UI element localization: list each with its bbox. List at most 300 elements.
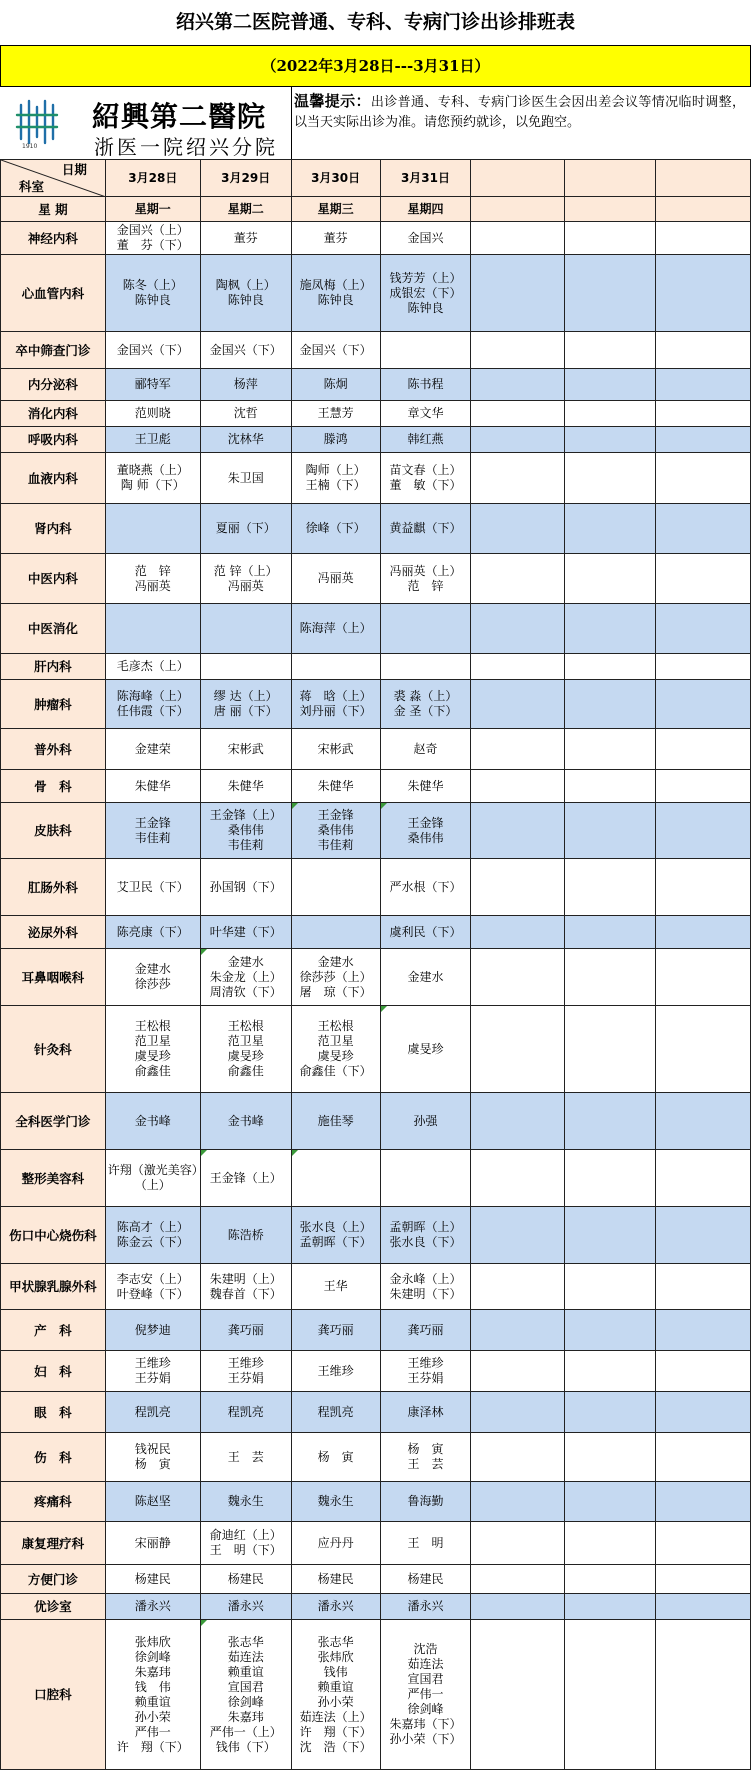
- doctor-cell: 王金锋（上）: [200, 1150, 291, 1207]
- weekday-header: [565, 197, 656, 222]
- weekday-header: 星期二: [200, 197, 291, 222]
- empty-cell: [656, 1150, 751, 1207]
- schedule-row: [1, 1565, 751, 1594]
- empty-cell: [471, 1207, 565, 1264]
- doctor-cell: 应丹丹: [291, 1522, 380, 1565]
- empty-cell: [565, 1594, 656, 1620]
- empty-cell: [656, 1351, 751, 1392]
- doctor-cell: [291, 916, 380, 949]
- doctor-cell: 范则晓: [105, 401, 200, 427]
- empty-cell: [471, 680, 565, 729]
- empty-cell: [656, 1482, 751, 1522]
- empty-cell: [565, 1565, 656, 1594]
- empty-cell: [656, 255, 751, 332]
- empty-cell: [656, 1433, 751, 1482]
- date-header: 3月31日: [380, 160, 471, 197]
- corner-dept-label: 科室: [19, 179, 45, 194]
- doctor-cell: 康泽林: [380, 1392, 471, 1433]
- schedule-row: [1, 604, 751, 654]
- doctor-cell: 金国兴（下）: [291, 332, 380, 369]
- empty-cell: [656, 1522, 751, 1565]
- empty-cell: [471, 427, 565, 453]
- department-name: 甲状腺乳腺外科: [1, 1264, 106, 1310]
- hospital-logo: [0, 87, 292, 159]
- doctor-cell: [105, 604, 200, 654]
- empty-cell: [471, 453, 565, 504]
- doctor-cell: 金国兴（下）: [105, 332, 200, 369]
- department-name: 眼 科: [1, 1392, 106, 1433]
- department-name: 妇 科: [1, 1351, 106, 1392]
- doctor-cell: 李志安（上） 叶登峰（下）: [105, 1264, 200, 1310]
- empty-cell: [565, 1150, 656, 1207]
- doctor-cell: 金书峰: [105, 1093, 200, 1150]
- doctor-cell: 张志华 张炜欣 钱伟 赖重谊 孙小荣 茹连法（上） 许 翔（下） 沈 浩（下）: [291, 1620, 380, 1770]
- department-name: 心血管内科: [1, 255, 106, 332]
- hospital-emblem-icon: [15, 99, 59, 147]
- doctor-cell: 董芬: [200, 222, 291, 255]
- logo-subtitle: 浙医一院绍兴分院: [94, 135, 278, 159]
- department-name: 产 科: [1, 1310, 106, 1351]
- empty-cell: [656, 1594, 751, 1620]
- date-range: （2022年3月28日---3月31日）: [0, 45, 751, 87]
- doctor-cell: 宋丽静: [105, 1522, 200, 1565]
- doctor-cell: 陈书程: [380, 369, 471, 401]
- empty-cell: [471, 1093, 565, 1150]
- doctor-cell: 金国兴（下）: [200, 332, 291, 369]
- comment-marker-icon: [292, 1150, 298, 1156]
- doctor-cell: 张水良（上） 孟朝晖（下）: [291, 1207, 380, 1264]
- empty-cell: [565, 369, 656, 401]
- doctor-cell: 许翔（激光美容）（上）: [105, 1150, 200, 1207]
- empty-cell: [471, 1482, 565, 1522]
- department-name: 肿瘤科: [1, 680, 106, 729]
- doctor-cell: 金建水 徐莎莎（上） 屠 琼（下）: [291, 949, 380, 1006]
- department-name: 普外科: [1, 729, 106, 770]
- doctor-cell: 俞迪红（上） 王 明（下）: [200, 1522, 291, 1565]
- empty-cell: [565, 803, 656, 859]
- schedule-row: [1, 453, 751, 504]
- doctor-cell: 苗文春（上） 董 敏（下）: [380, 453, 471, 504]
- department-name: 全科医学门诊: [1, 1093, 106, 1150]
- schedule-row: [1, 729, 751, 770]
- empty-cell: [565, 1351, 656, 1392]
- department-name: 中医内科: [1, 554, 106, 604]
- schedule-row: [1, 222, 751, 255]
- empty-cell: [565, 604, 656, 654]
- doctor-cell: 裘 淼（上） 金 圣（下）: [380, 680, 471, 729]
- empty-cell: [656, 369, 751, 401]
- department-name: 伤口中心烧伤科: [1, 1207, 106, 1264]
- date-header: [565, 160, 656, 197]
- empty-cell: [565, 554, 656, 604]
- doctor-cell: [291, 654, 380, 680]
- department-name: 肝内科: [1, 654, 106, 680]
- empty-cell: [471, 1392, 565, 1433]
- logo-year: 1910: [22, 143, 38, 150]
- doctor-cell: 龚巧丽: [291, 1310, 380, 1351]
- schedule-row: [1, 1207, 751, 1264]
- doctor-cell: 虞利民（下）: [380, 916, 471, 949]
- logo-name: 紹興第二醫院: [92, 100, 267, 133]
- schedule-row: [1, 1351, 751, 1392]
- corner-date-label: 日期: [61, 162, 87, 177]
- schedule-row: [1, 803, 751, 859]
- department-name: 泌尿外科: [1, 916, 106, 949]
- doctor-cell: 王慧芳: [291, 401, 380, 427]
- department-name: 骨 科: [1, 770, 106, 803]
- doctor-cell: 徐峰（下）: [291, 504, 380, 554]
- date-header: [471, 160, 565, 197]
- empty-cell: [565, 332, 656, 369]
- empty-cell: [656, 803, 751, 859]
- doctor-cell: 张炜欣 徐剑峰 朱嘉玮 钱 伟 赖重谊 孙小荣 严伟一 许 翔（下）: [105, 1620, 200, 1770]
- department-name: 肾内科: [1, 504, 106, 554]
- doctor-cell: 王金锋（上） 桑伟伟 韦佳莉: [200, 803, 291, 859]
- doctor-cell: 王金锋 韦佳莉: [105, 803, 200, 859]
- doctor-cell: 陶枫（上） 陈钟良: [200, 255, 291, 332]
- empty-cell: [471, 916, 565, 949]
- comment-marker-icon: [201, 1150, 207, 1156]
- schedule-row: [1, 1392, 751, 1433]
- doctor-cell: 朱健华: [380, 770, 471, 803]
- doctor-cell: 陈赵坚: [105, 1482, 200, 1522]
- empty-cell: [565, 255, 656, 332]
- doctor-cell: 赵奇: [380, 729, 471, 770]
- doctor-cell: 杨萍: [200, 369, 291, 401]
- empty-cell: [471, 1150, 565, 1207]
- empty-cell: [471, 401, 565, 427]
- doctor-cell: 鲁海勤: [380, 1482, 471, 1522]
- doctor-cell: 郦特军: [105, 369, 200, 401]
- empty-cell: [565, 1310, 656, 1351]
- empty-cell: [565, 1006, 656, 1093]
- department-name: 血液内科: [1, 453, 106, 504]
- schedule-row: [1, 654, 751, 680]
- doctor-cell: 杨建民: [291, 1565, 380, 1594]
- notice-label: 温馨提示：: [294, 92, 371, 110]
- empty-cell: [471, 604, 565, 654]
- doctor-cell: 施凤梅（上） 陈钟良: [291, 255, 380, 332]
- doctor-cell: [200, 654, 291, 680]
- date-header: [656, 160, 751, 197]
- department-name: 中医消化: [1, 604, 106, 654]
- schedule-row: [1, 427, 751, 453]
- schedule-row: [1, 770, 751, 803]
- doctor-cell: 龚巧丽: [380, 1310, 471, 1351]
- department-name: 呼吸内科: [1, 427, 106, 453]
- empty-cell: [656, 680, 751, 729]
- department-name: 康复理疗科: [1, 1522, 106, 1565]
- empty-cell: [471, 859, 565, 916]
- comment-marker-icon: [381, 1006, 387, 1012]
- weekday-header: 星期三: [291, 197, 380, 222]
- schedule-row: [1, 1264, 751, 1310]
- doctor-cell: 王卫彪: [105, 427, 200, 453]
- doctor-cell: 王维珍 王芬娟: [200, 1351, 291, 1392]
- doctor-cell: 金建水: [380, 949, 471, 1006]
- doctor-cell: 钱芳芳（上） 成银宏（下） 陈钟良: [380, 255, 471, 332]
- doctor-cell: 潘永兴: [105, 1594, 200, 1620]
- schedule-row: [1, 1150, 751, 1207]
- empty-cell: [471, 1620, 565, 1770]
- doctor-cell: 陈高才（上） 陈金云（下）: [105, 1207, 200, 1264]
- empty-cell: [471, 1310, 565, 1351]
- empty-cell: [656, 859, 751, 916]
- comment-marker-icon: [292, 803, 298, 809]
- department-name: 消化内科: [1, 401, 106, 427]
- weekday-header: [471, 197, 565, 222]
- doctor-cell: 王华: [291, 1264, 380, 1310]
- doctor-cell: 严水根（下）: [380, 859, 471, 916]
- empty-cell: [656, 401, 751, 427]
- department-name: 整形美容科: [1, 1150, 106, 1207]
- empty-cell: [656, 427, 751, 453]
- doctor-cell: 宋彬武: [200, 729, 291, 770]
- doctor-cell: 金国兴: [380, 222, 471, 255]
- department-name: 方便门诊: [1, 1565, 106, 1594]
- empty-cell: [565, 916, 656, 949]
- doctor-cell: 潘永兴: [380, 1594, 471, 1620]
- empty-cell: [656, 1565, 751, 1594]
- doctor-cell: 董芬: [291, 222, 380, 255]
- doctor-cell: 范 锌 冯丽英: [105, 554, 200, 604]
- page-title: 绍兴第二医院普通、专科、专病门诊出诊排班表: [175, 11, 575, 33]
- empty-cell: [656, 1264, 751, 1310]
- schedule-row: [1, 680, 751, 729]
- doctor-cell: 滕鸿: [291, 427, 380, 453]
- doctor-cell: 陈冬（上） 陈钟良: [105, 255, 200, 332]
- date-header: 3月29日: [200, 160, 291, 197]
- empty-cell: [565, 949, 656, 1006]
- doctor-cell: 陈亮康（下）: [105, 916, 200, 949]
- doctor-cell: 金国兴（上） 董 芬（下）: [105, 222, 200, 255]
- empty-cell: [471, 332, 565, 369]
- empty-cell: [471, 729, 565, 770]
- doctor-cell: 冯丽英: [291, 554, 380, 604]
- header-corner: [1, 160, 106, 197]
- empty-cell: [471, 1565, 565, 1594]
- department-name: 优诊室: [1, 1594, 106, 1620]
- department-name: 伤 科: [1, 1433, 106, 1482]
- doctor-cell: 金建水 朱金龙（上） 周清钦（下）: [200, 949, 291, 1006]
- schedule-row: [1, 1594, 751, 1620]
- weekday-header: 星期一: [105, 197, 200, 222]
- schedule-row: [1, 504, 751, 554]
- schedule-row: [1, 369, 751, 401]
- doctor-cell: 杨 寅: [291, 1433, 380, 1482]
- doctor-cell: 张志华 茹连法 赖重谊 宣国君 徐剑峰 朱嘉玮 严伟一（上） 钱伟（下）: [200, 1620, 291, 1770]
- doctor-cell: 缪 达（上） 唐 丽（下）: [200, 680, 291, 729]
- empty-cell: [471, 1522, 565, 1565]
- empty-cell: [656, 504, 751, 554]
- empty-cell: [565, 401, 656, 427]
- doctor-cell: 王维珍 王芬娟: [105, 1351, 200, 1392]
- doctor-cell: 王 芸: [200, 1433, 291, 1482]
- schedule-row: [1, 949, 751, 1006]
- empty-cell: [656, 1620, 751, 1770]
- doctor-cell: [291, 859, 380, 916]
- department-name: 肛肠外科: [1, 859, 106, 916]
- doctor-cell: 毛彦杰（上）: [105, 654, 200, 680]
- doctor-cell: 倪梦迪: [105, 1310, 200, 1351]
- doctor-cell: 龚巧丽: [200, 1310, 291, 1351]
- empty-cell: [565, 453, 656, 504]
- schedule-table: [0, 159, 751, 1770]
- doctor-cell: 陈海峰（上） 任伟霞（下）: [105, 680, 200, 729]
- doctor-cell: 朱卫国: [200, 453, 291, 504]
- schedule-row: [1, 1006, 751, 1093]
- empty-cell: [471, 504, 565, 554]
- doctor-cell: 陶师（上） 王楠（下）: [291, 453, 380, 504]
- empty-cell: [471, 255, 565, 332]
- doctor-cell: 王松根 范卫星 虞旻珍 俞鑫佳: [105, 1006, 200, 1093]
- doctor-cell: 章文华: [380, 401, 471, 427]
- doctor-cell: 孙国钢（下）: [200, 859, 291, 916]
- department-name: 神经内科: [1, 222, 106, 255]
- doctor-cell: [380, 1150, 471, 1207]
- schedule-row: [1, 332, 751, 369]
- doctor-cell: 夏丽（下）: [200, 504, 291, 554]
- doctor-cell: 王维珍 王芬娟: [380, 1351, 471, 1392]
- department-name: 口腔科: [1, 1620, 106, 1770]
- doctor-cell: 魏永生: [200, 1482, 291, 1522]
- doctor-cell: 范 锌（上） 冯丽英: [200, 554, 291, 604]
- empty-cell: [471, 949, 565, 1006]
- weekday-header: [656, 197, 751, 222]
- empty-cell: [565, 1433, 656, 1482]
- doctor-cell: 朱健华: [200, 770, 291, 803]
- schedule-row: [1, 1482, 751, 1522]
- empty-cell: [656, 1392, 751, 1433]
- doctor-cell: 朱建明（上） 魏春首（下）: [200, 1264, 291, 1310]
- empty-cell: [656, 453, 751, 504]
- doctor-cell: 魏永生: [291, 1482, 380, 1522]
- empty-cell: [471, 1006, 565, 1093]
- empty-cell: [471, 1351, 565, 1392]
- schedule-row: [1, 401, 751, 427]
- doctor-cell: 朱健华: [105, 770, 200, 803]
- empty-cell: [565, 427, 656, 453]
- doctor-cell: 冯丽英（上） 范 锌: [380, 554, 471, 604]
- comment-marker-icon: [381, 803, 387, 809]
- department-name: 疼痛科: [1, 1482, 106, 1522]
- doctor-cell: 陈浩桥: [200, 1207, 291, 1264]
- schedule-row: [1, 1433, 751, 1482]
- empty-cell: [656, 1310, 751, 1351]
- empty-cell: [565, 1093, 656, 1150]
- empty-cell: [565, 1207, 656, 1264]
- date-header: 3月28日: [105, 160, 200, 197]
- doctor-cell: 沈浩 茹连法 宣国君 严伟一 徐剑峰 朱嘉玮（下） 孙小荣（下）: [380, 1620, 471, 1770]
- department-name: 皮肤科: [1, 803, 106, 859]
- empty-cell: [656, 1093, 751, 1150]
- empty-cell: [565, 1264, 656, 1310]
- schedule-row: [1, 255, 751, 332]
- doctor-cell: 董晓燕（上） 陶 师（下）: [105, 453, 200, 504]
- empty-cell: [565, 1392, 656, 1433]
- doctor-cell: 杨 寅 王 芸: [380, 1433, 471, 1482]
- notice-text: 出诊普通、专科、专病门诊医生会因出差会议等情况临时调整，以当天实际出诊为准。请您预约就诊，以免跑空。: [294, 95, 745, 130]
- doctor-cell: 陈海萍（上）: [291, 604, 380, 654]
- schedule-row: [1, 859, 751, 916]
- empty-cell: [471, 369, 565, 401]
- empty-cell: [565, 1482, 656, 1522]
- doctor-cell: [200, 604, 291, 654]
- doctor-cell: 潘永兴: [291, 1594, 380, 1620]
- empty-cell: [471, 654, 565, 680]
- empty-cell: [656, 949, 751, 1006]
- doctor-cell: 王松根 范卫星 虞旻珍 俞鑫佳: [200, 1006, 291, 1093]
- empty-cell: [656, 332, 751, 369]
- empty-cell: [565, 859, 656, 916]
- doctor-cell: 黄益麒（下）: [380, 504, 471, 554]
- empty-cell: [656, 604, 751, 654]
- doctor-cell: 潘永兴: [200, 1594, 291, 1620]
- empty-cell: [656, 1207, 751, 1264]
- empty-cell: [656, 554, 751, 604]
- doctor-cell: [291, 1150, 380, 1207]
- doctor-cell: 杨建民: [105, 1565, 200, 1594]
- weekday-header: 星期四: [380, 197, 471, 222]
- empty-cell: [471, 770, 565, 803]
- doctor-cell: 王松根 范卫星 虞旻珍 俞鑫佳（下）: [291, 1006, 380, 1093]
- schedule-row: [1, 554, 751, 604]
- doctor-cell: 钱祝民 杨 寅: [105, 1433, 200, 1482]
- empty-cell: [471, 222, 565, 255]
- empty-cell: [471, 1264, 565, 1310]
- empty-cell: [565, 222, 656, 255]
- schedule-row: [1, 1620, 751, 1770]
- comment-marker-icon: [201, 1620, 207, 1626]
- empty-cell: [471, 1433, 565, 1482]
- doctor-cell: 叶华建（下）: [200, 916, 291, 949]
- empty-cell: [565, 680, 656, 729]
- doctor-cell: [380, 604, 471, 654]
- doctor-cell: 金建水 徐莎莎: [105, 949, 200, 1006]
- doctor-cell: 孙强: [380, 1093, 471, 1150]
- doctor-cell: 王维珍: [291, 1351, 380, 1392]
- schedule-row: [1, 1093, 751, 1150]
- doctor-cell: 孟朝晖（上） 张水良（下）: [380, 1207, 471, 1264]
- doctor-cell: 陈炯: [291, 369, 380, 401]
- doctor-cell: 施佳琴: [291, 1093, 380, 1150]
- weekday-label: 星 期: [1, 197, 106, 222]
- doctor-cell: 金书峰: [200, 1093, 291, 1150]
- empty-cell: [656, 654, 751, 680]
- schedule-row: [1, 1310, 751, 1351]
- doctor-cell: 沈林华: [200, 427, 291, 453]
- doctor-cell: 程凯亮: [291, 1392, 380, 1433]
- empty-cell: [471, 1594, 565, 1620]
- empty-cell: [565, 654, 656, 680]
- doctor-cell: 蒋 晗（上） 刘丹丽（下）: [291, 680, 380, 729]
- department-name: 耳鼻咽喉科: [1, 949, 106, 1006]
- empty-cell: [471, 554, 565, 604]
- department-name: 卒中筛查门诊: [1, 332, 106, 369]
- doctor-cell: 宋彬武: [291, 729, 380, 770]
- doctor-cell: 程凯亮: [105, 1392, 200, 1433]
- empty-cell: [565, 1620, 656, 1770]
- doctor-cell: 王金锋 桑伟伟: [380, 803, 471, 859]
- doctor-cell: 金建荣: [105, 729, 200, 770]
- department-name: 内分泌科: [1, 369, 106, 401]
- schedule-row: [1, 1522, 751, 1565]
- doctor-cell: 朱健华: [291, 770, 380, 803]
- department-name: 针灸科: [1, 1006, 106, 1093]
- empty-cell: [656, 1006, 751, 1093]
- notice: [292, 87, 747, 159]
- empty-cell: [565, 729, 656, 770]
